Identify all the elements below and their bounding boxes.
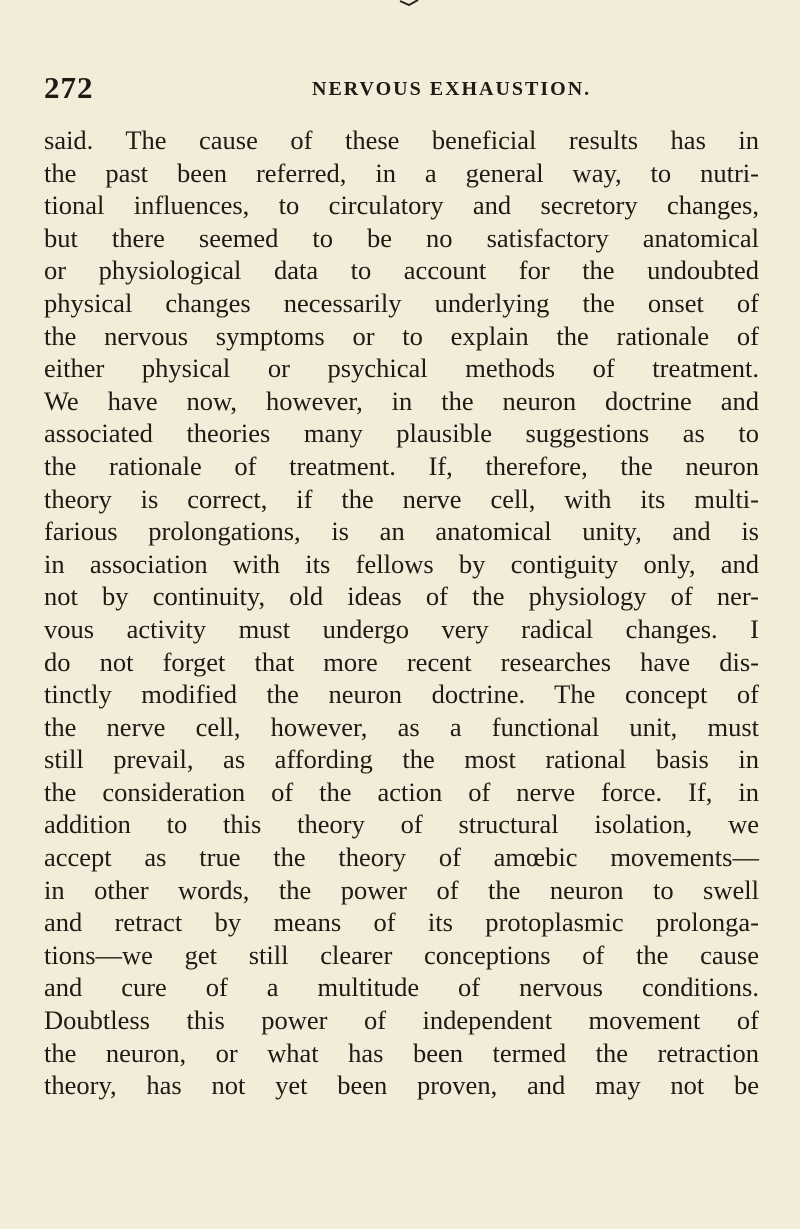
text-line: do not forget that more recent researches have dis- bbox=[44, 646, 759, 677]
text-line: We have now, however, in the neuron doctrine and bbox=[44, 385, 759, 416]
page-number: 272 bbox=[44, 70, 94, 105]
text-line: accept as true the theory of amœbic movements— bbox=[44, 842, 759, 873]
text-line: or physiological data to account for the undoubted bbox=[44, 255, 759, 286]
text-line: theory is correct, if the nerve cell, with its multi- bbox=[44, 483, 759, 514]
text-line: Doubtless this power of independent movement of bbox=[44, 1005, 759, 1036]
body-text bbox=[44, 124, 759, 1102]
text-line: but there seemed to be no satisfactory anatomical bbox=[44, 222, 759, 253]
text-line: tinctly modified the neuron doctrine. The concept of bbox=[44, 679, 759, 710]
text-line: farious prolongations, is an anatomical unity, and is bbox=[44, 516, 759, 547]
print-mark bbox=[398, 0, 420, 8]
text-line: in other words, the power of the neuron to swell bbox=[44, 874, 759, 905]
text-line: the past been referred, in a general way, to nutri- bbox=[44, 157, 759, 188]
text-line: still prevail, as affording the most rational basis in bbox=[44, 744, 759, 775]
text-line: not by continuity, old ideas of the physiology of ner- bbox=[44, 581, 759, 612]
text-line: the nerve cell, however, as a functional unit, must bbox=[44, 711, 759, 742]
text-line: physical changes necessarily underlying the onset of bbox=[44, 287, 759, 318]
text-line: vous activity must undergo very radical changes. I bbox=[44, 613, 759, 644]
text-line: and retract by means of its protoplasmic prolonga- bbox=[44, 907, 759, 938]
text-line: the consideration of the action of nerve force. If, in bbox=[44, 776, 759, 807]
text-line: said. The cause of these beneficial results has in bbox=[44, 125, 759, 155]
print-mark-icon bbox=[398, 0, 420, 8]
text-line: addition to this theory of structural isolation, we bbox=[44, 809, 759, 840]
text-line: theory, has not yet been proven, and may not be bbox=[44, 1070, 759, 1101]
text-line: associated theories many plausible suggestions as to bbox=[44, 418, 759, 449]
text-line: and cure of a multitude of nervous conditions. bbox=[44, 972, 759, 1003]
text-line: tional influences, to circulatory and secretory changes, bbox=[44, 190, 759, 221]
page-header bbox=[44, 70, 744, 106]
text-line: either physical or psychical methods of treatment. bbox=[44, 353, 759, 384]
running-head: NERVOUS EXHAUSTION. bbox=[312, 78, 592, 100]
text-line: the nervous symptoms or to explain the rationale of bbox=[44, 320, 759, 351]
text-line: the neuron, or what has been termed the retraction bbox=[44, 1037, 759, 1068]
text-line: in association with its fellows by contiguity only, and bbox=[44, 548, 759, 579]
text-line: tions—we get still clearer conceptions of the cause bbox=[44, 939, 759, 970]
text-line: the rationale of treatment. If, therefore, the neuron bbox=[44, 450, 759, 481]
